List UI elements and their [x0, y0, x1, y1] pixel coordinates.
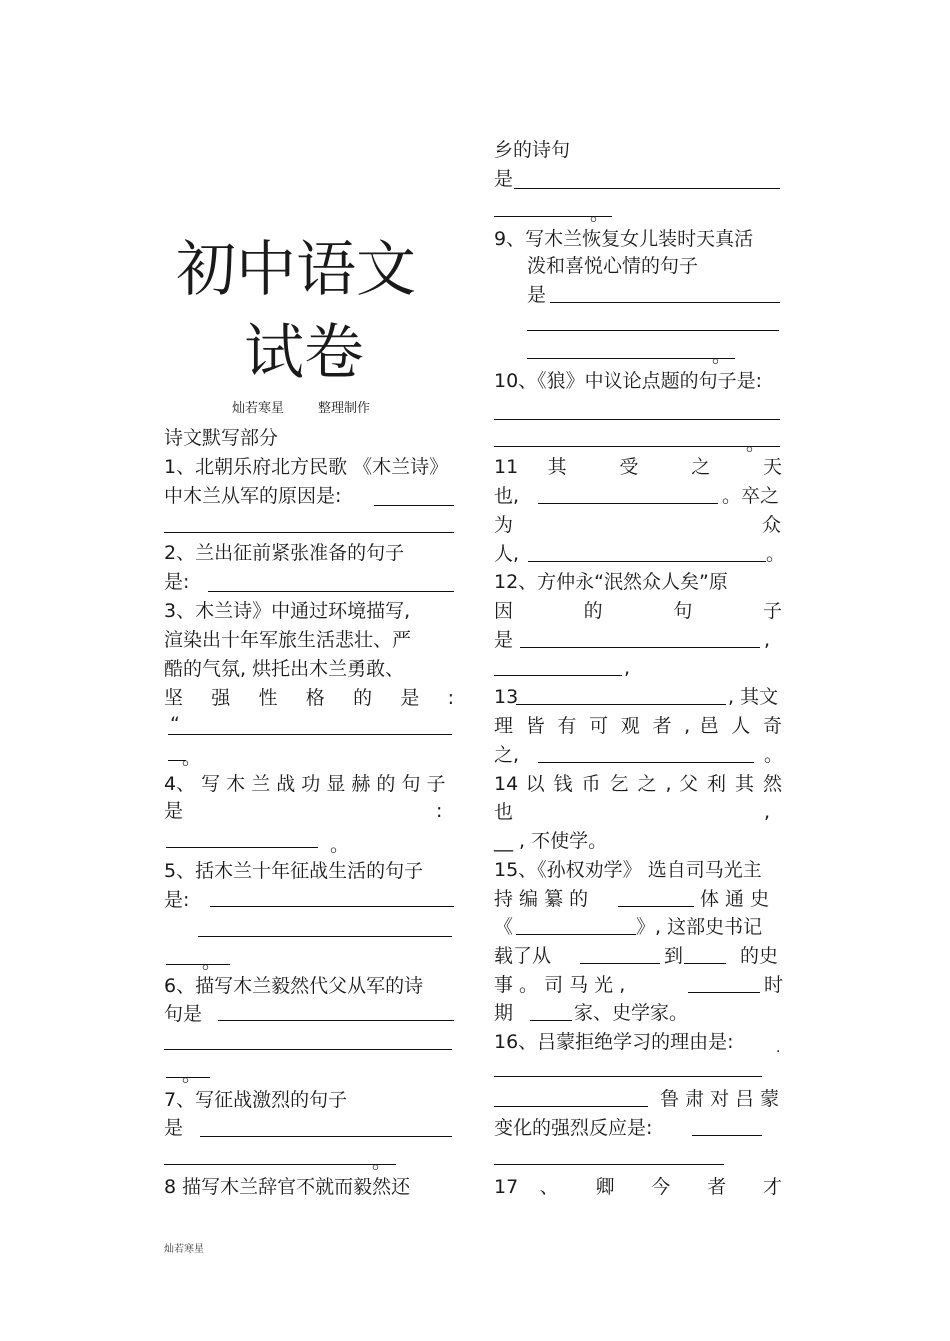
blank-line	[538, 503, 718, 504]
q4-colon: :	[436, 800, 443, 822]
q15-line-5: 事 。 司 马 光 ,	[494, 974, 626, 996]
blank-line	[516, 934, 636, 935]
blank-line	[164, 1164, 396, 1165]
q6-end-mark: 。	[182, 1064, 202, 1086]
blank-line	[692, 1135, 762, 1136]
q10-end-mark: 。	[746, 433, 766, 455]
q8-line-2: 乡的诗句	[494, 139, 571, 161]
q6-line-1: 6、描写木兰毅然代父从军的诗	[164, 975, 424, 997]
q11-end-mark: 。	[766, 543, 786, 565]
title-line-1: 初中语文	[176, 235, 416, 305]
blank-line	[618, 906, 694, 907]
q14-line-2: 也	[494, 801, 514, 823]
q16-line-3: 变化的强烈反应是:	[494, 1117, 653, 1139]
q3-end-mark: 。	[182, 747, 202, 769]
blank-line	[580, 963, 660, 964]
q10-line-1: 10、《狼》中议论点题的句子是:	[494, 370, 763, 392]
q7-end-mark: 。	[372, 1151, 392, 1173]
q2-line-1: 2、兰出征前紧张准备的句子	[164, 542, 405, 564]
q1-line-2: 中木兰从军的原因是:	[164, 485, 342, 507]
q16-dot: .	[776, 1040, 781, 1056]
blank-line	[494, 675, 622, 676]
blank-line	[520, 647, 760, 648]
q15-line-2-end: 体 通 史	[700, 888, 770, 910]
blank-line	[494, 1164, 724, 1165]
blank-line	[210, 906, 454, 907]
blank-line	[198, 936, 452, 937]
blank-line	[684, 963, 726, 964]
q13-end-mark: 。	[764, 744, 784, 766]
author-subtitle: 整理制作	[318, 401, 371, 416]
q17-line-1: 17 、 卿 今 者 才	[494, 1176, 782, 1198]
q13-line-2: 理 皆 有 可 观 者 , 邑 人 奇	[494, 715, 782, 737]
q13-line-1-end: , 其文	[728, 686, 779, 708]
q15-line-2: 持 编 纂 的	[494, 888, 589, 910]
blank-line	[516, 704, 726, 705]
q8-line-1: 8 描写木兰辞官不就而毅然还	[164, 1176, 411, 1198]
blank-line	[494, 1076, 762, 1077]
q16-line-2-end: 鲁 肃 对 吕 蒙	[660, 1088, 780, 1110]
q8-line-3: 是	[494, 168, 514, 190]
q5-line-1: 5、括木兰十年征战生活的句子	[164, 860, 424, 882]
q11-line-1: 11 其 受 之 天	[494, 456, 782, 478]
q12-line-3: 是	[494, 629, 514, 651]
q4-line-2: 是	[164, 800, 184, 822]
author-name: 灿若寒星	[232, 401, 285, 416]
blank-line	[164, 1049, 452, 1050]
blank-line	[374, 505, 454, 506]
q3-line-2: 渲染出十年军旅生活悲壮、严	[164, 629, 412, 651]
blank-line	[200, 1136, 452, 1137]
q6-line-2: 句是	[164, 1003, 203, 1025]
blank-line	[514, 188, 780, 189]
blank-line	[527, 358, 735, 359]
q13-line-3: 之,	[494, 744, 520, 766]
q15-line-4-end: 的史	[740, 945, 779, 967]
blank-line	[208, 591, 454, 592]
q9-end-mark: 。	[712, 345, 732, 367]
q12-comma-2: ,	[624, 657, 631, 679]
q3-line-4: 坚 强 性 格 的 是 :	[164, 687, 454, 709]
blank-line	[688, 992, 760, 993]
q15-line-6-end: 家、史学家。	[574, 1002, 689, 1024]
q14-line-3: __ , 不使学。	[494, 830, 608, 852]
footer-text: 灿若寒星	[164, 1244, 204, 1255]
q5-line-2: 是:	[164, 889, 190, 911]
q9-line-1: 9、写木兰恢复女儿装时天真活	[494, 228, 754, 250]
blank-line	[538, 762, 754, 763]
blank-line	[550, 302, 780, 303]
blank-line	[168, 734, 452, 735]
q12-comma-1: ,	[764, 629, 771, 651]
q15-line-4: 载了从	[494, 945, 552, 967]
q1-line-1: 1、北朝乐府北方民歌 《木兰诗》	[164, 456, 449, 478]
q11-line-3: 为	[494, 514, 514, 536]
q14-line-1: 14 以 钱 币 乞 之 , 父 利 其 然	[494, 773, 782, 795]
q15-line-6: 期	[494, 1002, 514, 1024]
blank-line	[218, 1020, 454, 1021]
title-line-2: 试卷	[244, 318, 364, 388]
q9-line-2: 泼和喜悦心情的句子	[527, 255, 699, 277]
q7-line-1: 7、写征战激烈的句子	[164, 1089, 348, 1111]
blank-line	[494, 1106, 648, 1107]
q15-line-4-to: 到	[664, 945, 684, 967]
section-heading: 诗文默写部分	[164, 427, 279, 449]
blank-line	[527, 330, 779, 331]
blank-line	[164, 532, 454, 533]
q11-line-3-end: 众	[762, 514, 782, 536]
q12-line-1: 12、方仲永“泯然众人矣”原	[494, 571, 728, 593]
q15-line-5-end: 时	[764, 974, 784, 996]
blank-line	[494, 446, 780, 447]
q9-line-3: 是	[527, 284, 547, 306]
q15-line-3-end: 》, 这部史书记	[636, 916, 763, 938]
q15-line-3: 《	[494, 916, 514, 938]
q2-line-2: 是:	[164, 571, 190, 593]
q16-line-1: 16、吕蒙拒绝学习的理由是:	[494, 1031, 734, 1053]
q13-line-1: 13	[494, 686, 519, 708]
q5-end-mark: 。	[202, 951, 222, 973]
blank-line	[166, 847, 318, 848]
q14-comma: ,	[764, 801, 771, 823]
blank-line	[494, 419, 780, 420]
q11-line-4: 人,	[494, 543, 520, 565]
q7-line-2: 是	[164, 1117, 184, 1139]
q4-end-mark: 。	[330, 834, 350, 856]
blank-line	[530, 1020, 572, 1021]
q15-line-1: 15、《孙权劝学》 选自司马光主	[494, 859, 762, 881]
q3-line-1: 3、木兰诗》中通过环境描写,	[164, 600, 411, 622]
q12-line-2: 因 的 句 子	[494, 600, 782, 622]
q3-line-3: 酷的气氛, 烘托出木兰勇敢、	[164, 658, 405, 680]
blank-line	[528, 561, 766, 562]
q11-line-2-end: 。卒之	[722, 485, 780, 507]
q11-line-2: 也,	[494, 485, 520, 507]
q3-quote-mark: “	[170, 713, 180, 735]
q4-line-1: 4、 写 木 兰 战 功 显 赫 的 句 子	[164, 773, 446, 795]
q8-end-mark: 。	[590, 203, 610, 225]
